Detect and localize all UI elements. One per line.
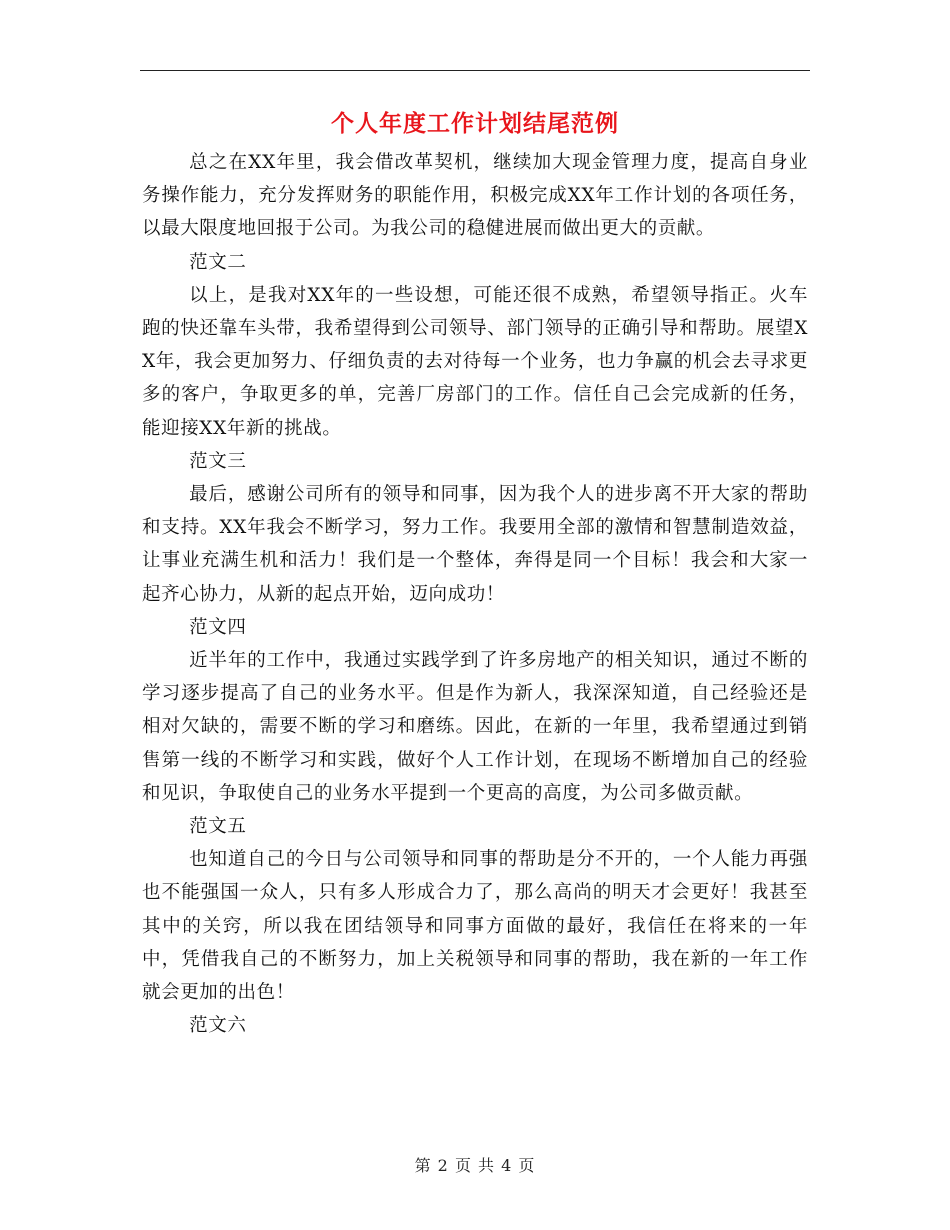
paragraph-3: 最后，感谢公司所有的领导和同事，因为我个人的进步离不开大家的帮助和支持。XX年我会不断学习，努力工作。我要用全部的激情和智慧制造效益，让事业充满生机和活力！我们是一个整体，奔得是同一个目标！我会和大家一起齐心协力，从新的起点开始，迈向成功！ — [142, 484, 808, 605]
document-body — [142, 146, 808, 1042]
section-label-6: 范文六 — [189, 1015, 247, 1037]
section-label-2: 范文二 — [189, 251, 247, 273]
header-rule — [140, 70, 810, 71]
page-number-label: 第 2 页 共 4 页 — [414, 1156, 536, 1175]
paragraph-4: 近半年的工作中，我通过实践学到了许多房地产的相关知识，通过不断的学习逐步提高了自己的业务水平。但是作为新人，我深深知道，自己经验还是相对欠缺的，需要不断的学习和磨练。因此，在新的一年里，我希望通过到销售第一线的不断学习和实践，做好个人工作计划，在现场不断增加自己的经验和见识，争取使自己的业务水平提到一个更高的高度，为公司多做贡献。 — [142, 650, 808, 804]
paragraph-2: 以上，是我对XX年的一些设想，可能还很不成熟，希望领导指正。火车跑的快还靠车头带，我希望得到公司领导、部门领导的正确引导和帮助。展望XX年，我会更加努力、仔细负责的去对待每一个业务，也力争赢的机会去寻求更多的客户，争取更多的单，完善厂房部门的工作。信任自己会完成新的任务，能迎接XX年新的挑战。 — [142, 284, 808, 439]
section-label-5: 范文五 — [189, 816, 247, 838]
paragraph-5: 也知道自己的今日与公司领导和同事的帮助是分不开的，一个人能力再强也不能强国一众人，只有多人形成合力了，那么高尚的明天才会更好！我甚至其中的关窍，所以我在团结领导和同事方面做的最好，我信任在将来的一年中，凭借我自己的不断努力，加上关税领导和同事的帮助，我在新的一年工作就会更加的出色！ — [142, 849, 808, 1004]
document-title: 个人年度工作计划结尾范例 — [331, 110, 619, 137]
section-label-4: 范文四 — [189, 616, 247, 638]
page-footer — [0, 1153, 950, 1176]
section-label-3: 范文三 — [189, 450, 247, 472]
paragraph-intro: 总之在XX年里，我会借改革契机，继续加大现金管理力度，提高自身业务操作能力，充分发挥财务的职能作用，积极完成XX年工作计划的各项任务，以最大限度地回报于公司。为我公司的稳健进展而做出更大的贡献。 — [142, 152, 808, 240]
